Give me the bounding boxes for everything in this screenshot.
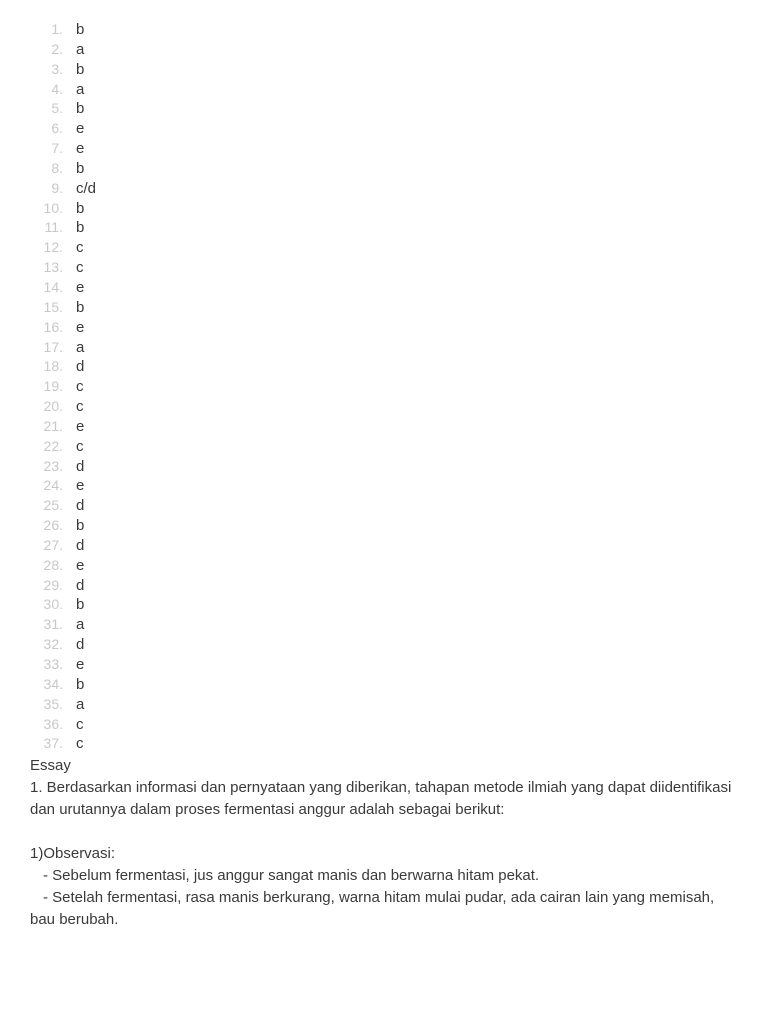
answer-choice: c — [76, 239, 84, 257]
answer-choice: d — [76, 358, 85, 376]
answer-item — [0, 159, 300, 179]
answer-item — [0, 595, 300, 615]
answer-choice: d — [76, 497, 85, 515]
answer-choice: a — [76, 616, 85, 634]
answer-item — [0, 119, 300, 139]
answer-choice: e — [76, 477, 85, 495]
answer-number: 21. — [43, 417, 63, 434]
answer-choice: a — [76, 40, 85, 58]
observation-bullet-2: - Setelah fermentasi, rasa manis berkurang, warna hitam mulai pudar, ada cairan lain yang memisah, bau berubah. — [30, 889, 715, 928]
answer-number: 2. — [51, 40, 63, 57]
answer-choice: b — [76, 199, 85, 217]
answer-item — [0, 99, 300, 119]
answer-choice: e — [76, 556, 85, 574]
answer-number: 28. — [43, 556, 63, 573]
answer-number: 5. — [51, 100, 63, 117]
essay-question-1: 1. Berdasarkan informasi dan pernyataan yang diberikan, tahapan metode ilmiah yang dapat diidentifikasi dan urutannya dalam proses fermentasi anggur adalah sebagai berikut: — [30, 779, 732, 818]
answer-choice: e — [76, 120, 85, 138]
answer-number: 12. — [43, 239, 63, 256]
answer-item — [0, 377, 300, 397]
answer-item — [0, 675, 300, 695]
answer-item — [0, 298, 300, 318]
answer-choice: c — [76, 735, 84, 753]
answer-list — [0, 20, 300, 754]
answer-item — [0, 576, 300, 596]
blank-line — [30, 821, 740, 843]
answer-number: 22. — [43, 437, 63, 454]
answer-choice: e — [76, 656, 85, 673]
observation-title: 1)Observasi: — [30, 845, 116, 862]
answer-number: 20. — [43, 398, 63, 415]
answer-choice: d — [76, 636, 85, 654]
answer-number: 9. — [51, 179, 63, 196]
answer-choice: e — [76, 140, 85, 158]
answer-item — [0, 179, 300, 199]
answer-item — [0, 60, 300, 80]
answer-number: 13. — [43, 259, 63, 276]
answer-choice: c — [76, 378, 84, 396]
answer-item — [0, 734, 300, 754]
observation-bullet-1: - Sebelum fermentasi, jus anggur sangat manis dan berwarna hitam pekat. — [43, 867, 540, 884]
answer-item — [0, 397, 300, 417]
answer-item — [0, 476, 300, 496]
answer-number: 25. — [43, 497, 63, 514]
answer-choice: d — [76, 536, 85, 554]
answer-number: 29. — [43, 576, 63, 593]
answer-number: 1. — [51, 21, 63, 37]
essay-heading: Essay — [30, 757, 71, 774]
answer-number: 11. — [44, 219, 63, 236]
answer-number: 32. — [43, 636, 63, 653]
answer-number: 34. — [43, 675, 63, 692]
answer-choice: d — [76, 576, 85, 594]
answer-choice: e — [76, 417, 85, 435]
answer-item — [0, 80, 300, 100]
answer-number: 8. — [51, 159, 63, 176]
answer-number: 27. — [43, 536, 63, 553]
answer-item — [0, 457, 300, 477]
answer-choice: b — [76, 219, 85, 237]
answer-item — [0, 258, 300, 278]
answer-item — [0, 199, 300, 219]
answer-item — [0, 695, 300, 715]
answer-number: 10. — [43, 199, 63, 216]
answer-item — [0, 496, 300, 516]
answer-choice: a — [76, 338, 85, 356]
answer-number: 36. — [43, 715, 63, 732]
answer-choice: b — [76, 60, 85, 78]
answer-number: 19. — [43, 378, 63, 395]
answer-choice: d — [76, 457, 85, 475]
answer-number: 24. — [43, 477, 63, 494]
answer-number: 35. — [43, 695, 63, 712]
answer-item — [0, 536, 300, 556]
answer-item — [0, 139, 300, 159]
answer-number: 31. — [43, 616, 63, 633]
answer-choice: b — [76, 159, 85, 177]
answer-number: 6. — [51, 120, 63, 137]
answer-choice: c — [76, 437, 84, 455]
answer-item — [0, 357, 300, 377]
answer-item — [0, 278, 300, 298]
answer-choice: b — [76, 100, 85, 118]
answer-number: 33. — [43, 656, 63, 672]
answer-choice: b — [76, 298, 85, 316]
answer-number: 26. — [43, 517, 63, 534]
answer-number: 30. — [43, 596, 63, 613]
answer-number: 7. — [51, 140, 63, 157]
answer-choice: a — [76, 695, 85, 713]
answer-item — [0, 40, 300, 60]
answer-number: 23. — [43, 457, 63, 474]
answer-item — [0, 615, 300, 635]
answer-item — [0, 20, 300, 40]
answer-item — [0, 655, 300, 675]
answer-number: 17. — [43, 338, 63, 355]
answer-choice: b — [76, 21, 85, 38]
essay-section — [30, 755, 740, 931]
answer-item — [0, 635, 300, 655]
answer-choice: b — [76, 675, 85, 693]
answer-choice: b — [76, 596, 85, 614]
answer-item — [0, 417, 300, 437]
answer-choice: e — [76, 318, 85, 336]
answer-choice: b — [76, 517, 85, 535]
answer-number: 4. — [51, 80, 63, 97]
answer-choice: c — [76, 398, 84, 416]
answer-item — [0, 437, 300, 457]
answer-choice: c/d — [76, 179, 97, 197]
answer-item — [0, 238, 300, 258]
answer-item — [0, 218, 300, 238]
answer-item — [0, 338, 300, 358]
answer-number: 14. — [43, 278, 63, 295]
answer-number: 16. — [43, 318, 63, 335]
answer-choice: a — [76, 80, 85, 98]
answer-item — [0, 556, 300, 576]
answer-number: 18. — [43, 358, 63, 375]
answer-choice: e — [76, 278, 85, 296]
answer-choice: c — [76, 715, 84, 733]
answer-choice: c — [76, 259, 84, 277]
answer-item — [0, 715, 300, 735]
answer-item — [0, 318, 300, 338]
answer-number: 3. — [51, 60, 63, 77]
answer-number: 37. — [43, 735, 63, 752]
answer-number: 15. — [43, 298, 63, 315]
answer-item — [0, 516, 300, 536]
